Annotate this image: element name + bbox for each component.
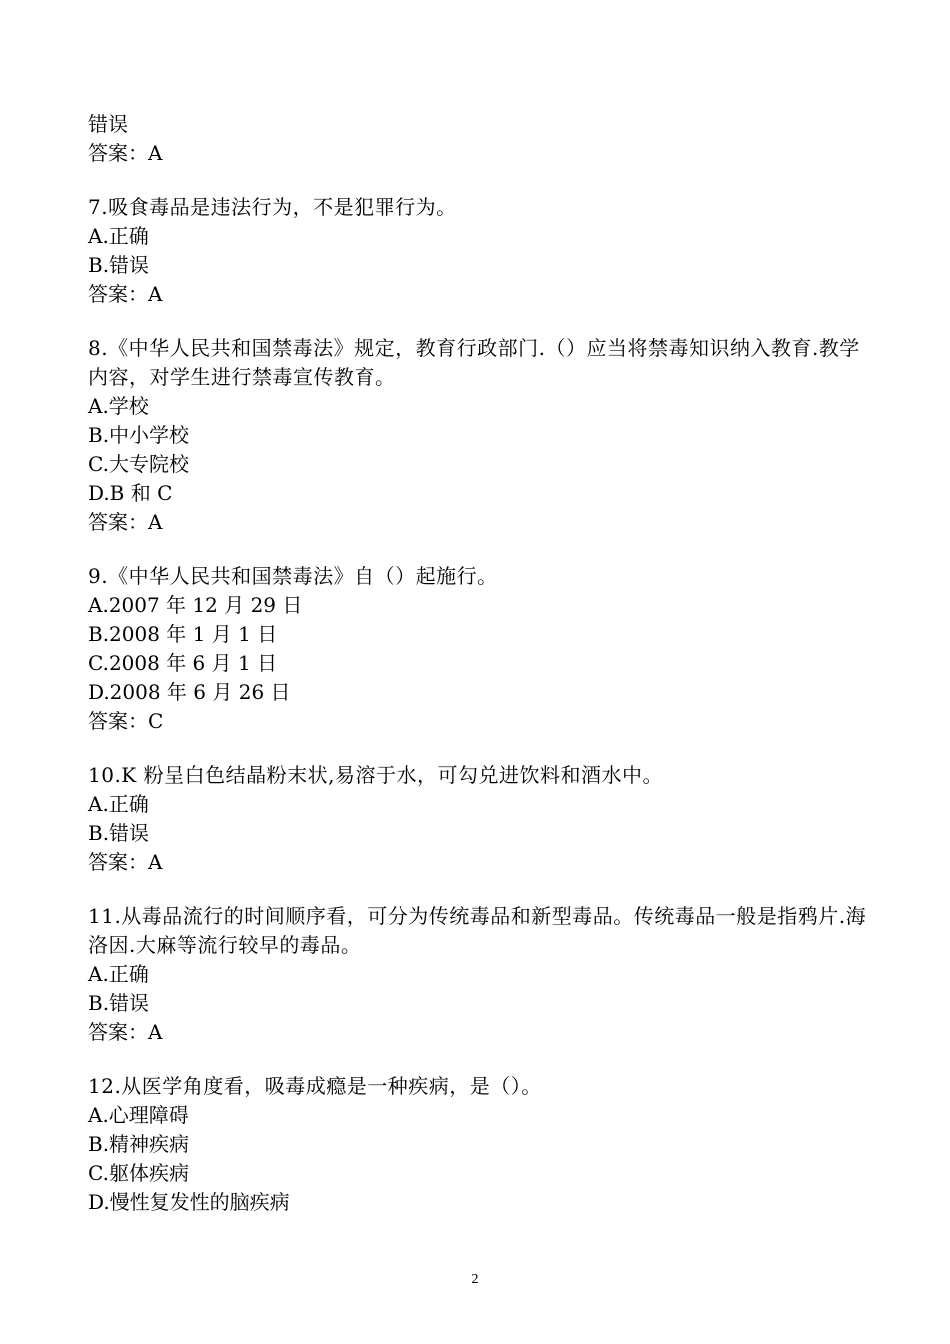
option-a: A.正确	[88, 224, 149, 248]
answer-text: 答案：A	[88, 1020, 163, 1044]
option-d: D.B 和 C	[88, 481, 173, 505]
answer-text: 答案：C	[88, 709, 164, 733]
answer-text: 答案：A	[88, 850, 163, 874]
document-page	[88, 110, 868, 1242]
option-c: C.躯体疾病	[88, 1161, 189, 1185]
question-11	[88, 902, 868, 1047]
page-number: 2	[471, 1272, 479, 1287]
question-10	[88, 761, 868, 877]
question-text: 7.吸食毒品是违法行为，不是犯罪行为。	[88, 195, 457, 219]
answer-text: 答案：A	[88, 141, 163, 165]
question-12	[88, 1072, 868, 1217]
answer-text: 答案：A	[88, 510, 163, 534]
option-b: B.错误	[88, 991, 150, 1015]
option-a: A.学校	[88, 394, 149, 418]
option-text: 错误	[88, 112, 128, 136]
question-text: 8.《中华人民共和国禁毒法》规定，教育行政部门.（）应当将禁毒知识纳入教育.教学内容，对学生进行禁毒宣传教育。	[88, 336, 860, 389]
option-b: B.2008 年 1 月 1 日	[88, 622, 278, 646]
option-d: D.慢性复发性的脑疾病	[88, 1190, 290, 1214]
continued-question	[88, 110, 868, 168]
option-b: B.中小学校	[88, 423, 190, 447]
question-text: 10.K 粉呈白色结晶粉末状,易溶于水，可勾兑进饮料和酒水中。	[88, 763, 663, 787]
option-a: A.心理障碍	[88, 1103, 189, 1127]
option-a: A.正确	[88, 962, 149, 986]
option-c: C.大专院校	[88, 452, 189, 476]
question-7	[88, 193, 868, 309]
option-b: B.错误	[88, 253, 150, 277]
option-b: B.精神疾病	[88, 1132, 190, 1156]
answer-text: 答案：A	[88, 282, 163, 306]
question-text: 12.从医学角度看，吸毒成瘾是一种疾病，是（）。	[88, 1074, 542, 1098]
option-a: A.2007 年 12 月 29 日	[88, 593, 303, 617]
question-text: 9.《中华人民共和国禁毒法》自（）起施行。	[88, 564, 498, 588]
option-b: B.错误	[88, 821, 150, 845]
question-text: 11.从毒品流行的时间顺序看，可分为传统毒品和新型毒品。传统毒品一般是指鸦片.海洛因.大麻等流行较早的毒品。	[88, 904, 867, 957]
option-c: C.2008 年 6 月 1 日	[88, 651, 278, 675]
option-a: A.正确	[88, 792, 149, 816]
question-9	[88, 562, 868, 736]
question-8	[88, 334, 868, 537]
option-d: D.2008 年 6 月 26 日	[88, 680, 291, 704]
